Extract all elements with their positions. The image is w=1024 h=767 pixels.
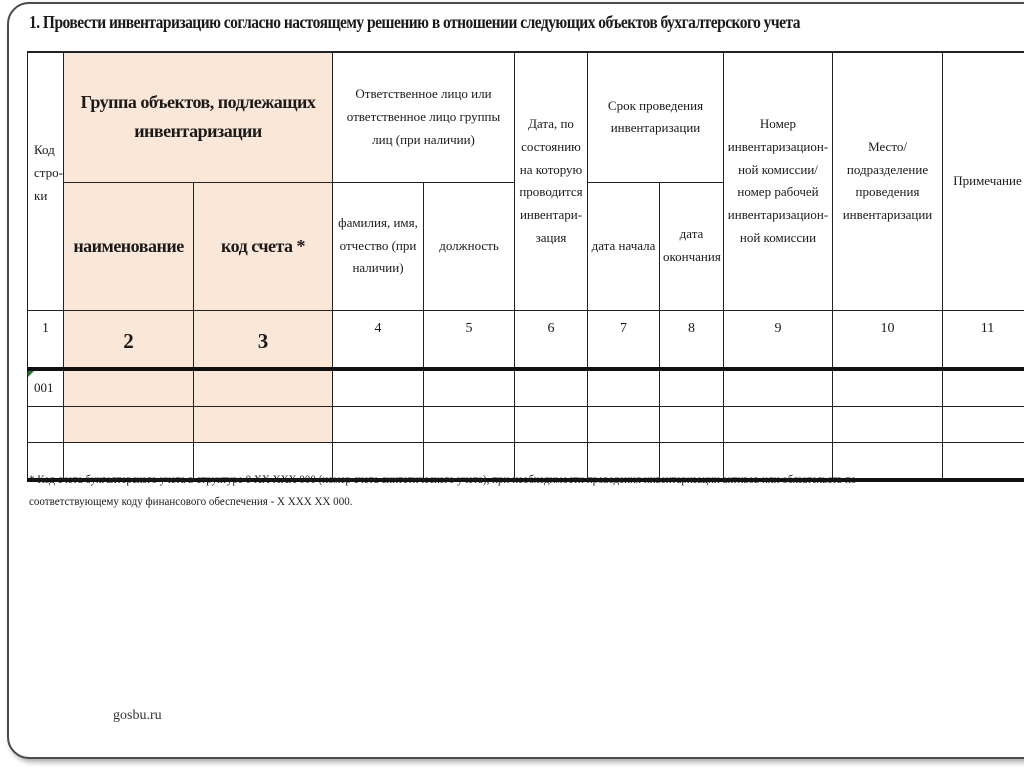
source-label: gosbu.ru [113,708,162,723]
account-cell[interactable] [194,406,333,442]
header-fio: фамилия, имя, отчество (при наличии) [333,182,424,310]
column-number: 8 [660,310,724,369]
footnote-struck-text: * Код счета бухгалтерского учета в структуре 0 ХХ ХХХ 000 (номер счета синтетического учета) [29,472,487,486]
header-commission: Номер инвентаризацион-ной комиссии/ номер рабочей инвентаризацион-ной комиссии [724,52,833,310]
column-number: 9 [724,310,833,369]
row-code-cell[interactable] [28,369,64,407]
column-number: 1 [28,310,64,369]
date-cell[interactable] [515,369,588,407]
commission-cell[interactable] [724,406,833,442]
column-number: 7 [588,310,660,369]
header-place: Место/ подразделение проведения инвентаризации [833,52,943,310]
header-term: Срок проведения инвентаризации [588,52,724,182]
column-number: 10 [833,310,943,369]
header-responsible: Ответственное лицо или ответственное лицо группы лиц (при наличии) [333,52,515,182]
header-name: наименование [64,182,194,310]
start-cell[interactable] [588,369,660,407]
fio-cell[interactable] [333,369,424,407]
account-cell[interactable] [194,369,333,407]
column-number: 11 [943,310,1024,369]
header-note: Примечание [943,52,1024,310]
header-code: Код стро-ки [28,52,64,310]
row-code: 001 [34,379,54,395]
note-cell[interactable] [943,369,1024,407]
header-position: должность [424,182,515,310]
end-cell[interactable] [660,406,724,442]
header-account: код счета * [194,182,333,310]
header-date: Дата, по состоянию на которую проводится инвентари-зация [515,52,588,310]
row-code-cell[interactable] [28,406,64,442]
end-cell[interactable] [660,369,724,407]
column-number: 4 [333,310,424,369]
page-title: 1. Провести инвентаризацию согласно настоящему решению в отношении следующих объектов бухгалтерского учета [29,12,800,32]
column-number: 5 [424,310,515,369]
date-cell[interactable] [515,406,588,442]
note-cell[interactable] [943,406,1024,442]
place-cell[interactable] [833,369,943,407]
commission-cell[interactable] [724,369,833,407]
column-number: 2 [64,310,194,369]
column-number: 3 [194,310,333,369]
place-cell[interactable] [833,406,943,442]
cell-marker-icon [28,371,34,377]
header-start: дата начала [588,182,660,310]
footnote [29,468,940,512]
table-row [28,406,1024,442]
name-cell[interactable] [64,369,194,407]
fio-cell[interactable] [333,406,424,442]
position-cell[interactable] [424,406,515,442]
header-group: Группа объектов, подлежащих инвентаризации [64,52,333,182]
footnote-text: , при необходимости проведения инвентаризации активов или обязательств по соответствующему коду финансового обеспечения - Х ХХХ ХХ 000. [29,472,857,508]
column-number: 6 [515,310,588,369]
start-cell[interactable] [588,406,660,442]
inventory-table [27,51,1024,482]
name-cell[interactable] [64,406,194,442]
header-end: дата окончания [660,182,724,310]
position-cell[interactable] [424,369,515,407]
note-cell[interactable] [943,442,1024,480]
table-row [28,369,1024,407]
